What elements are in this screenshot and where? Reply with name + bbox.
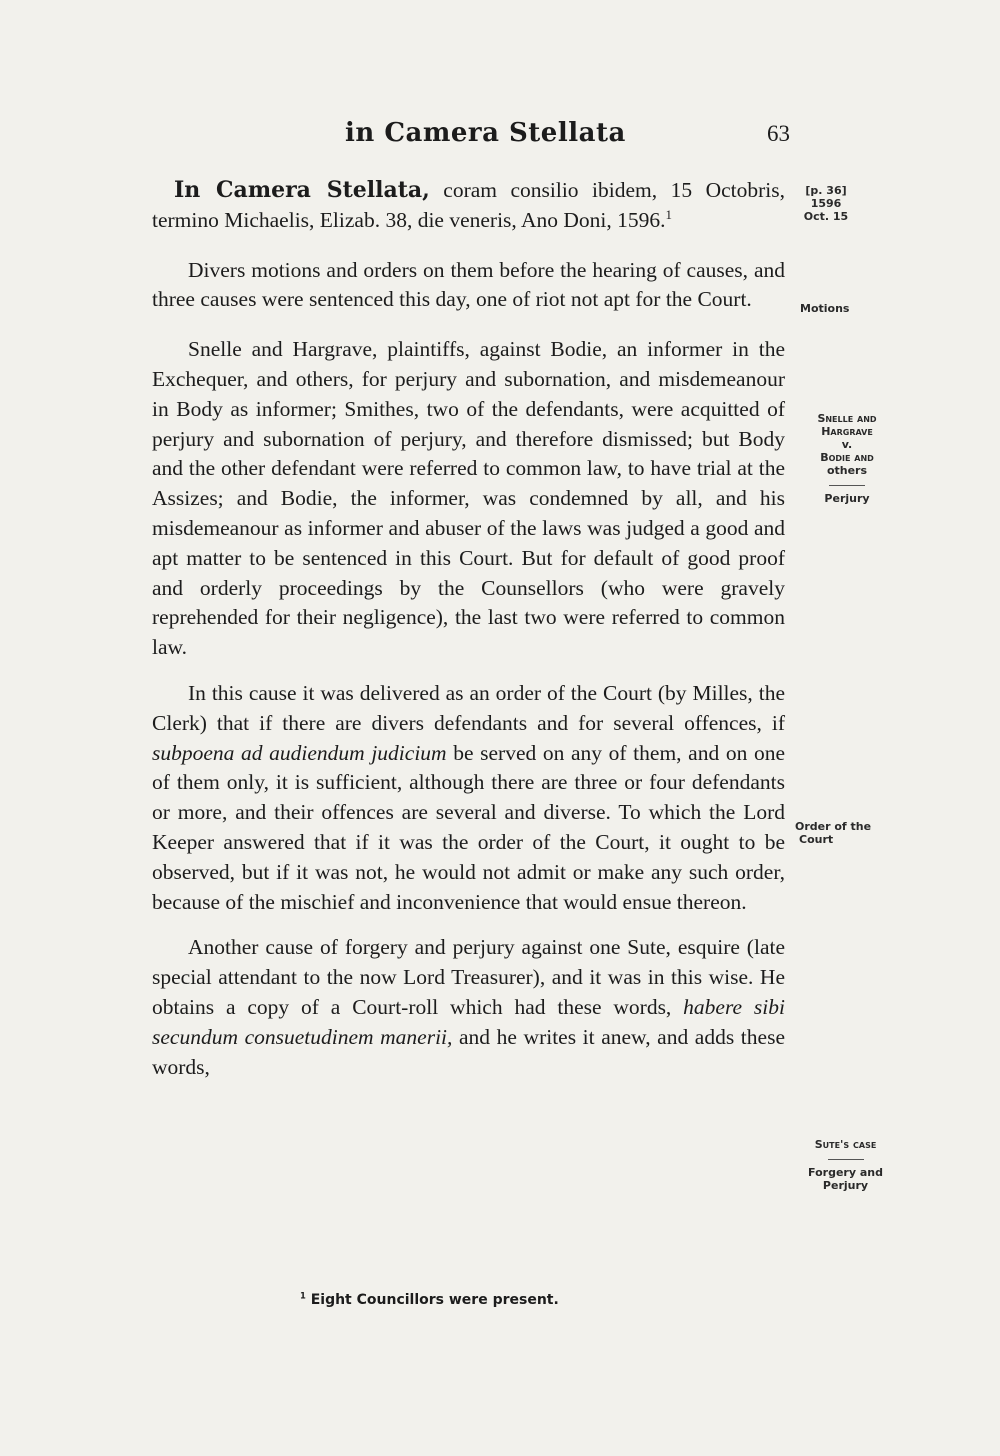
paragraph-sute-case (152, 933, 785, 1082)
page-number: 63 (767, 121, 790, 146)
paragraph-snelle-hargrave (152, 335, 785, 663)
sute-text-italic: habere sibi secundum consuetudinem manerii, (152, 994, 785, 1049)
order-text-before: In this cause it was delivered as an order of the Court (by Milles, the Clerk) that if there are divers defendants and for several offences, if (152, 680, 785, 735)
margin-note-snelle (802, 412, 892, 505)
opening-heading: In Camera Stellata, (174, 177, 430, 203)
margin-note-snelle-line4: Bodie and (820, 451, 874, 464)
margin-note-date (796, 184, 856, 223)
margin-note-sute-line3: Perjury (822, 1179, 869, 1192)
margin-note-sute-line1: Sute's case (814, 1138, 877, 1151)
footnote-ref: 1 (665, 207, 672, 222)
margin-note-snelle-line3: v. (841, 438, 853, 451)
footnote-mark: 1 (300, 1290, 306, 1301)
margin-note-snelle-line1: Snelle and (817, 412, 877, 425)
running-head (155, 118, 790, 158)
body-text (152, 176, 785, 1102)
margin-note-order (795, 820, 885, 846)
margin-note-order-line2: Court (799, 833, 834, 846)
running-title: in Camera Stellata (345, 118, 626, 148)
sute-text-before: Another cause of forgery and perjury against one Sute, esquire (late special attendant to the now Lord Treasurer), and it was in this wise. He obtains a copy of a Court-roll which had these words, (152, 935, 785, 1019)
paragraph-motions-text: Divers motions and orders on them before the hearing of causes, and three causes were sentenced this day, one of riot not apt for the Court. (152, 257, 785, 312)
margin-note-snelle-line5: others (826, 464, 868, 477)
margin-note-motions-text: Motions (800, 302, 850, 315)
margin-note-sute-line2: Forgery and (808, 1166, 883, 1179)
opening-text: coram consilio ibidem, 15 Octobris, termino Michaelis, Elizab. 38, die veneris, Ano Doni, 1596. (152, 178, 785, 232)
paragraph-opening (152, 176, 785, 236)
paragraph-snelle-hargrave-text: Snelle and Hargrave, plaintiffs, against Bodie, an informer in the Exchequer, and others, for perjury and subornation, and misdemeanour in Body as informer; Smithes, two of the defendants, were acquitted of perjury and subornation of perjury, and therefore dismissed; but Body and the other defendant were referred to common law, to have trial at the Assizes; and Bodie, the informer, was condemned by all, and his misdemeanour as informer and abuser of the laws was judged a good and apt matter to be sentenced in this Court. But for default of good proof and orderly proceedings by the Counsellors (who were gravely reprehended for their negligence), the last two were referred to common law. (152, 337, 785, 660)
sute-text-after: and he writes it anew, and adds these words, (152, 1024, 785, 1079)
footnote (300, 1292, 720, 1308)
order-text-italic: subpoena ad audiendum judicium (152, 740, 447, 765)
footnote-text: Eight Councillors were present. (310, 1292, 559, 1308)
margin-note-day: Oct. 15 (803, 210, 849, 223)
margin-note-snelle-line2: Hargrave (821, 425, 873, 438)
order-text-after: be served on any of them, and on one of them only, it is sufficient, although there are three or four defendants or more, and their offences are several and diverse. To which the Lord Keeper answered that if it was the order of the Court, it ought to be observed, but if it was not, he would not admit or make any such order, because of the mischief and inconvenience that would ensue thereon. (152, 740, 785, 914)
margin-note-sute (798, 1138, 893, 1192)
margin-rule (829, 485, 865, 486)
margin-note-page-ref: [p. 36] (805, 184, 847, 197)
margin-note-order-line1: Order of the (795, 820, 872, 833)
margin-rule (828, 1159, 864, 1160)
margin-note-perjury: Perjury (824, 492, 870, 505)
paragraph-order-of-court (152, 679, 785, 917)
margin-note-motions (800, 302, 870, 315)
margin-note-year: 1596 (810, 197, 842, 210)
paragraph-motions (152, 256, 785, 316)
